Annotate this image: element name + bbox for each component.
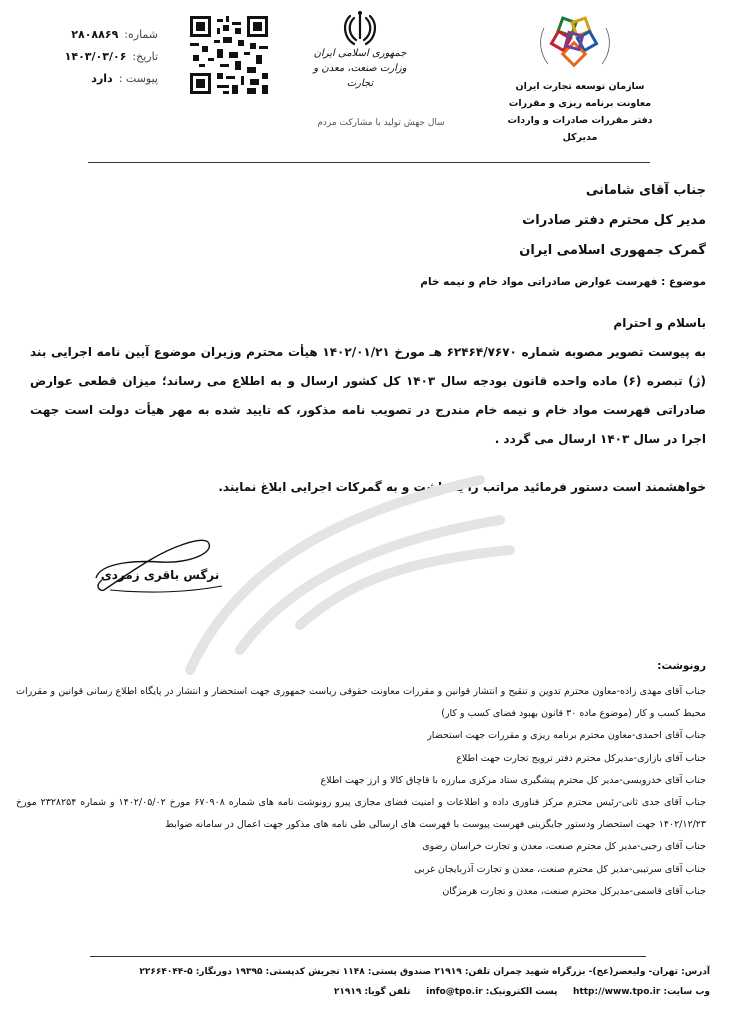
website-link[interactable]: http://www.tpo.ir bbox=[573, 987, 661, 997]
footer-divider bbox=[90, 956, 646, 957]
letter-body: به پیوست تصویر مصوبه شماره ۶۲۴۶۴/۷۶۷۰ هـ مورخ ۱۴۰۲/۰۱/۲۱ هیأت محترم وزیران موضوع آیین نامه اجرایی بند (ژ) تبصره (۶) ماده واحده قانون بودجه سال ۱۴۰۳ کل کشور ارسال و به اطلاع می رساند؛ میزان قطعی عوارض صادراتی فهرست مواد خام و نیمه خام مندرج در تصویب نامه مذکور، که تایید شده به مهر هیأت دولت است جهت اجرا در سال ۱۴۰۳ ارسال می گردد . bbox=[30, 345, 706, 446]
cc-item: جناب آقای احمدی-معاون محترم برنامه ریزی و مقررات جهت استحضار bbox=[427, 730, 706, 742]
cc-item: جناب آقای خدرویسی-مدیر کل محترم پیشگیری ستاد مرکزی مبارزه با قاچاق کالا و ارز جهت اطلاع bbox=[320, 774, 706, 786]
email-link[interactable]: info@tpo.ir bbox=[426, 987, 483, 997]
recipient-organization: گمرک جمهوری اسلامی ایران bbox=[519, 243, 706, 258]
cc-item: جناب آقای رجبی-مدیر کل محترم صنعت، معدن و تجارت خراسان رضوی bbox=[422, 841, 706, 853]
cc-item: جناب آقای بازاری-مدیرکل محترم دفتر ترویج تجارت جهت اطلاع bbox=[456, 752, 706, 764]
letter-subject: موضوع : فهرست عوارض صادراتی مواد خام و نیمه خام bbox=[420, 276, 706, 288]
footer-contacts: وب سایت: http://www.tpo.ir پست الکترونیک: info@tpo.ir تلفن گویا: ۲۱۹۱۹ bbox=[40, 982, 710, 1002]
cc-list bbox=[16, 681, 706, 903]
cc-item: جناب آقای جدی ثانی-رئیس محترم مرکز فناوری داده و اطلاعات و امنیت فضای مجازی پیرو رونوشت نامه های شماره ۶۷۰۹۰۸ مورخ ۱۴۰۲/۰۵/۰۲ و شماره ۲۳۲۸۲۵۴ مورخ ۱۴۰۲/۱۲/۲۳ جهت استحضار ودستور جایگزینی فهرست پیوست با فهرست های ارسالی طی نامه های مذکور جهت اعمال در سامانه ضوابط bbox=[16, 797, 706, 831]
recipient-title: مدیر کل محترم دفتر صادرات bbox=[522, 213, 706, 228]
cc-title: رونوشت: bbox=[657, 660, 706, 672]
recipient-name: جناب آقای شامانی bbox=[585, 183, 706, 198]
handwritten-signature bbox=[90, 534, 230, 596]
iran-emblem-icon bbox=[340, 8, 380, 48]
letter-closing: خواهشمند است دستور فرمائید مراتب را یادداشت و به گمرکات اجرایی ابلاغ نمایند. bbox=[218, 480, 706, 494]
letter-attachment: پیوست : دارد bbox=[91, 72, 158, 85]
letter-date: تاریخ: ۱۴۰۳/۰۳/۰۶ bbox=[64, 50, 158, 63]
organization-lines: سازمان توسعه تجارت ایران معاونت برنامه ریزی و مقررات دفتر مقررات صادرات و واردات مدیرکل bbox=[507, 81, 653, 143]
ministry-name: جمهوری اسلامی ایران وزارت صنعت، معدن و تجارت bbox=[313, 48, 407, 89]
salutation: باسلام و احترام bbox=[613, 316, 706, 330]
qr-code-icon bbox=[190, 16, 268, 94]
cc-item: جناب آقای سرتیبی-مدیر کل محترم صنعت، معدن و تجارت آذربایجان غربی bbox=[414, 863, 706, 875]
footer bbox=[40, 962, 710, 1002]
cc-item: جناب آقای قاسمی-مدیرکل محترم صنعت، معدن و تجارت هرمزگان bbox=[442, 885, 706, 897]
tpo-logo-icon bbox=[530, 4, 620, 84]
header-divider bbox=[88, 162, 650, 163]
footer-address: آدرس: تهران- ولیعصر(عج)- بزرگراه شهید چمران تلفن: ۲۱۹۱۹ صندوق پستی: ۱۱۴۸ تجریش کدپستی: ۱۹۳۹۵ دورنگار: ۵-۲۲۶۶۴۰۴۴ bbox=[139, 967, 710, 977]
cc-item: جناب آقای مهدی زاده-معاون محترم تدوین و تنقیح و انتشار قوانین و مقررات معاونت حقوقی ریاست جمهوری جهت استحضار و انتشار در پایگاه اطلاع رسانی قوانین و مقررات محیط کسب و کار (موضوع ماده ۳۰ قانون بهبود فضای کسب و کار) bbox=[16, 686, 706, 720]
letter-meta bbox=[48, 24, 158, 90]
recipient-block bbox=[206, 176, 706, 266]
letter-number: شماره: ۲۸۰۸۸۶۹ bbox=[71, 28, 158, 41]
year-slogan: سال جهش تولید با مشارکت مردم bbox=[317, 118, 445, 128]
signer-name: نرگس باقری زمردی bbox=[100, 568, 220, 582]
